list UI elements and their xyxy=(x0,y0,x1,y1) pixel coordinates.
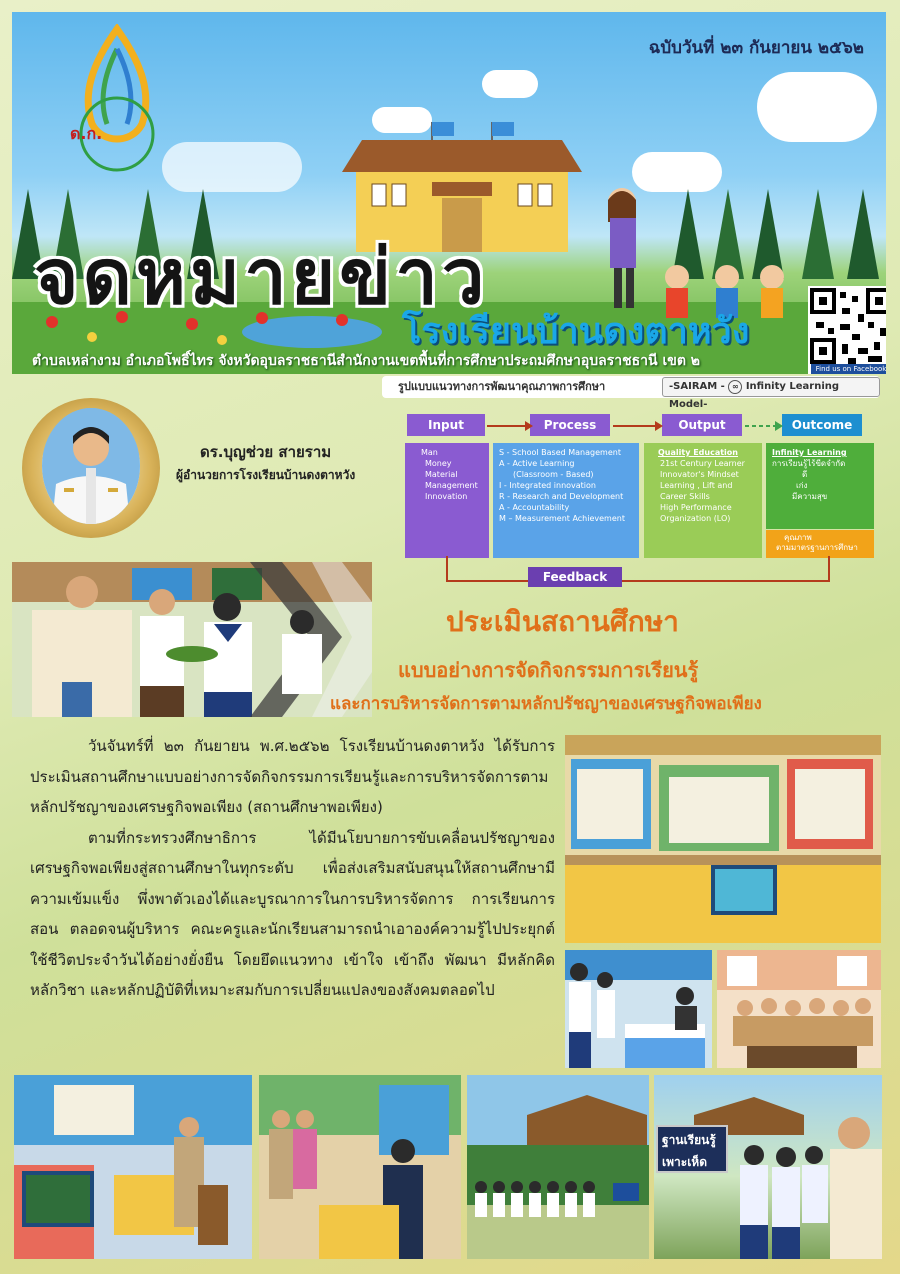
process-item: (Classroom - Based) xyxy=(513,470,594,479)
issue-date: ฉบับวันที่ ๒๓ กันยายน ๒๕๖๒ xyxy=(648,38,864,58)
school-address: ตำบลเหล่างาม อำเภอโพธิ์ไทร จังหวัดอุบลราชธานีสำนักงานเขตพื้นที่การศึกษาประถมศึกษาอุบลราชธานี เขต ๒ xyxy=(32,353,701,369)
output-stage-body xyxy=(644,443,762,558)
model-arrows xyxy=(485,418,785,434)
outcome-stage-body xyxy=(766,443,874,529)
visitors-photo xyxy=(259,1075,461,1259)
qr-code[interactable] xyxy=(808,286,886,374)
school-logo xyxy=(62,24,172,174)
director-title: ผู้อำนวยการโรงเรียนบ้านดงตาหวัง xyxy=(176,468,356,482)
article-paragraph: วันจันทร์ที่ ๒๓ กันยายน พ.ศ.๒๕๖๒ โรงเรียนบ้านดงตาหวัง ได้รับการประเมินสถานศึกษาแบบอย่างการจัดกิจกรรมการเรียนรู้และการบริหารจัดการตามหลักปรัชญาของเศรษฐกิจพอเพียง (สถานศึกษาพอเพียง) xyxy=(30,737,555,816)
school-name: โรงเรียนบ้านดงตาหวัง xyxy=(402,311,750,352)
welcome-ceremony-photo xyxy=(12,562,372,717)
feedback-label: Feedback xyxy=(528,567,622,587)
outcome-item: เก่ง xyxy=(796,481,808,490)
input-item: Management xyxy=(425,481,478,490)
facebook-caption: Find us on Facebook xyxy=(811,364,886,374)
input-item: Money xyxy=(425,459,452,468)
process-item: M – Measurement Achievement xyxy=(499,514,625,523)
director-name: ดร.บุญช่วย สายราม xyxy=(200,443,332,461)
outcome-item: มีความสุข xyxy=(792,492,828,501)
outcome-footer-line: ตามมาตรฐานการศึกษา xyxy=(776,543,858,552)
input-item: Man xyxy=(421,448,438,457)
model-badge-label: -SAIRAM - xyxy=(669,381,725,392)
outcome-footer xyxy=(766,530,874,558)
outcome-footer-line: คุณภาพ xyxy=(784,533,812,542)
process-item: I - Integrated innovation xyxy=(499,481,596,490)
exhibition-hall-photo xyxy=(565,735,881,943)
process-item: A - Active Learning xyxy=(499,459,575,468)
article-subheading: แบบอย่างการจัดกิจกรรมการเรียนรู้ xyxy=(398,658,699,682)
output-item: High Performance Organization (LO) xyxy=(660,503,732,523)
article-paragraph: ตามที่กระทรวงศึกษาธิการ ได้มีนโยบายการขับเคลื่อนปรัชญาของเศรษฐกิจพอเพียงสู่สถานศึกษาในทุกระดับ เพื่อส่งเสริมสนับสนุนให้สถานศึกษามีความเข้มแข็ง พึ่งพาตัวเองได้และบูรณาการในการบริหารจัดการ การเรียนการสอน ตลอดจนผู้บริหาร คณะครูและนักเรียนสามารถนำเอาองค์ความรู้ไปประยุกต์ใช้ชีวิตประจำวันได้อย่างยั่งยืน โดยยึดแนวทาง เข้าใจ เข้าถึง พัฒนา มีหลักคิด หลักวิชา และหลักปฏิบัติที่เหมาะสมกับการเปลี่ยนแปลงของสังคมตลอดไป xyxy=(30,828,555,999)
input-stage-body xyxy=(405,443,489,558)
process-stage-header: Process xyxy=(530,414,610,436)
mushroom-learning-photo xyxy=(654,1075,882,1259)
assessment-table-photo xyxy=(565,950,712,1068)
outcome-item: ดี xyxy=(802,470,808,479)
output-item: Quality Education xyxy=(658,448,738,457)
learning-station-sign: ฐานเรียนรู้ เพาะเห็ด xyxy=(656,1125,728,1173)
model-badge-suffix: Infinity Learning Model- xyxy=(669,381,840,410)
children-illustration xyxy=(592,182,792,322)
group-photo xyxy=(717,950,881,1068)
outcome-item: การเรียนรู้ไร้ขีดจำกัด xyxy=(772,459,846,468)
presentation-photo xyxy=(14,1075,252,1259)
process-item: A - Accountability xyxy=(499,503,570,512)
output-stage-header: Output xyxy=(662,414,742,436)
output-item: 21st Century Learner xyxy=(660,459,745,468)
input-item: Innovation xyxy=(425,492,468,501)
process-stage-body xyxy=(493,443,639,558)
model-badge xyxy=(662,377,880,410)
infinity-icon: ∞ xyxy=(728,380,742,394)
input-stage-header: Input xyxy=(407,414,485,436)
process-item: R - Research and Development xyxy=(499,492,624,501)
students-outdoor-photo xyxy=(467,1075,649,1259)
cloud xyxy=(757,72,877,142)
newsletter-header xyxy=(12,12,886,374)
newsletter-title: จดหมายข่าว xyxy=(34,232,489,321)
article-subheading-2: และการบริหารจัดการตามหลักปรัชญาของเศรษฐกิจพอเพียง xyxy=(330,694,762,714)
output-item: Learning , Lift and Career Skills xyxy=(660,481,733,501)
outcome-item: Infinity Learning xyxy=(772,448,847,457)
feedback-loop-line xyxy=(446,556,830,582)
article-heading: ประเมินสถานศึกษา xyxy=(446,605,679,638)
output-item: Innovator's Mindset xyxy=(660,470,739,479)
model-heading: รูปแบบแนวทางการพัฒนาคุณภาพการศึกษา xyxy=(398,380,606,393)
cloud xyxy=(162,142,302,192)
cloud xyxy=(482,70,538,98)
article-body xyxy=(30,731,555,1006)
director-portrait xyxy=(42,408,140,524)
input-item: Material xyxy=(425,470,458,479)
logo-letters: ด.ก. xyxy=(70,124,103,143)
model-heading-bar xyxy=(382,376,880,410)
process-item: S - School Based Management xyxy=(499,448,621,457)
outcome-stage-header: Outcome xyxy=(782,414,862,436)
